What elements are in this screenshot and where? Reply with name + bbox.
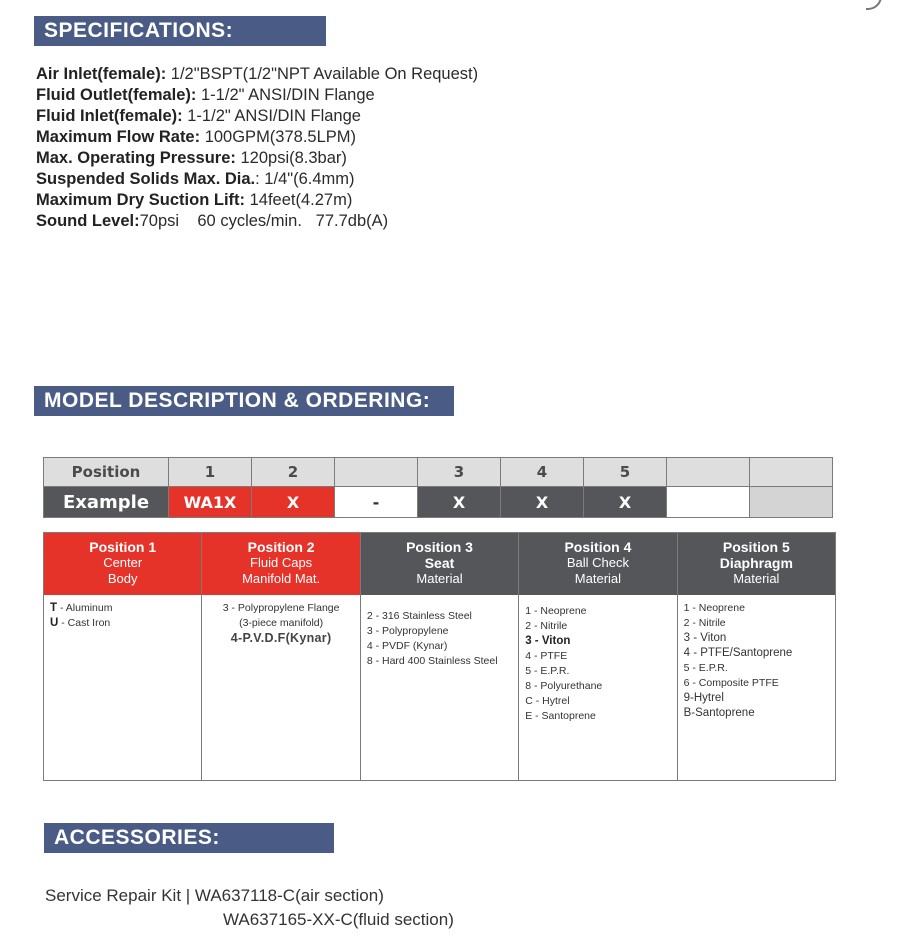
example-cell: X: [418, 487, 501, 518]
position-cell: 5: [584, 458, 667, 487]
example-row: [44, 487, 833, 518]
position-5-header: Position 5 Diaphragm Material: [678, 533, 835, 595]
position-cell: 2: [252, 458, 335, 487]
position-cell: [667, 458, 750, 487]
position-5-options: 1 - Neoprene 2 - Nitrile 3 - Viton 4 - PTFE/Santoprene 5 - E.P.R. 6 - Composite PTFE 9-Hytrel B-Santoprene: [683, 602, 793, 719]
repair-kit-line: Service Repair Kit | WA637118-C(air section): [45, 886, 384, 905]
position-1-header: Position 1 Center Body: [44, 533, 201, 595]
spec-item: Air Inlet(female): 1/2"BSPT(1/2"NPT Available On Request): [36, 65, 479, 83]
position-2-header: Position 2 Fluid Caps Manifold Mat.: [202, 533, 359, 595]
example-cell: X: [501, 487, 584, 518]
position-cell: 1: [169, 458, 252, 487]
example-cell: Example: [44, 487, 169, 518]
position-4-column: [519, 533, 677, 780]
position-cell: 3: [418, 458, 501, 487]
specifications-list: [36, 64, 506, 232]
model-description-heading: MODEL DESCRIPTION & ORDERING:: [34, 386, 454, 416]
position-cell: 4: [501, 458, 584, 487]
spec-item: Sound Level:70psi 60 cycles/min. 77.7db(A): [36, 212, 389, 230]
example-cell: [750, 487, 833, 518]
position-detail-table: [43, 532, 836, 781]
position-table: [43, 457, 833, 518]
position-2-column: [202, 533, 360, 780]
position-1-options: T - Aluminum U - Cast Iron: [50, 602, 113, 629]
spec-item: Maximum Flow Rate: 100GPM(378.5LPM): [36, 128, 357, 146]
position-3-options: 2 - 316 Stainless Steel 3 - Polypropylene 4 - PVDF (Kynar) 8 - Hard 400 Stainless Steel: [366, 610, 498, 667]
position-3-header: Position 3 Seat Material: [361, 533, 518, 595]
spec-item: Fluid Inlet(female): 1-1/2" ANSI/DIN Flange: [36, 107, 361, 125]
spec-item: Fluid Outlet(female): 1-1/2" ANSI/DIN Flange: [36, 86, 375, 104]
specifications-heading: SPECIFICATIONS:: [34, 16, 326, 46]
example-cell: -: [335, 487, 418, 518]
position-3-column: [361, 533, 519, 780]
position-4-options: 1 - Neoprene 2 - Nitrile 3 - Viton 4 - PTFE 5 - E.P.R. 8 - Polyurethane C - Hytrel E - Santoprene: [525, 605, 603, 722]
position-1-column: [44, 533, 202, 780]
position-cell: Position: [44, 458, 169, 487]
accessories-text: [45, 884, 454, 932]
example-cell: [667, 487, 750, 518]
example-cell: X: [252, 487, 335, 518]
position-cell: [335, 458, 418, 487]
fluid-kit-line: WA637165-XX-C(fluid section): [223, 910, 454, 929]
page-corner-mark: [866, 0, 882, 10]
spec-item: Max. Operating Pressure: 120psi(8.3bar): [36, 149, 347, 167]
spec-item: Suspended Solids Max. Dia.: 1/4"(6.4mm): [36, 170, 355, 188]
example-cell: X: [584, 487, 667, 518]
position-4-header: Position 4 Ball Check Material: [519, 533, 676, 595]
example-cell: WA1X: [169, 487, 252, 518]
position-2-options: 3 - Polypropylene Flange (3-piece manifold) 4-P.V.D.F(Kynar): [222, 602, 340, 645]
accessories-heading: ACCESSORIES:: [44, 823, 334, 853]
position-5-column: [678, 533, 835, 780]
position-row: [44, 458, 833, 487]
spec-item: Maximum Dry Suction Lift: 14feet(4.27m): [36, 191, 353, 209]
position-cell: [750, 458, 833, 487]
